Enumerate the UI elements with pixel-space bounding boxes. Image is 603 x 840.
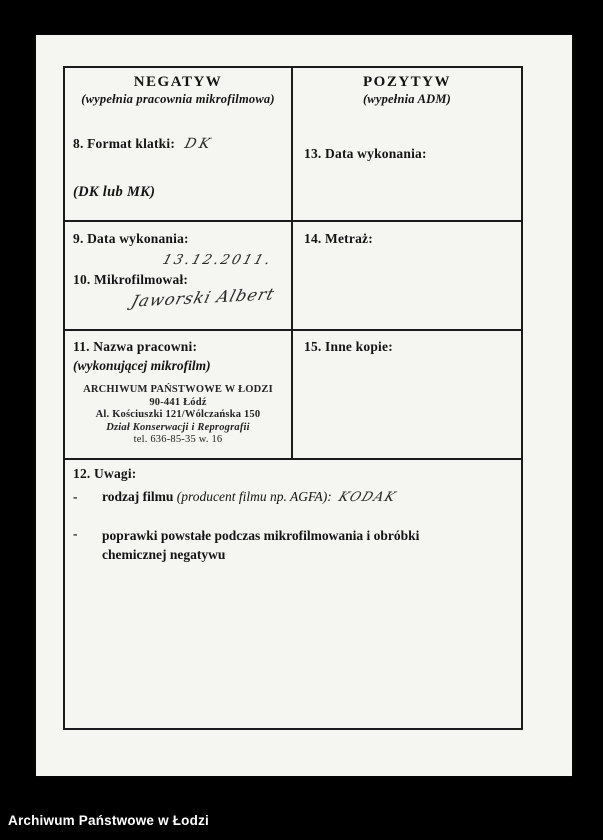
field-uwagi-label: 12. Uwagi:	[73, 466, 137, 481]
stamp-department: Dział Konserwacji i Reprografii	[106, 421, 250, 433]
negatyw-header	[65, 68, 291, 107]
negatyw-subtitle: (wypełnia pracownia mikrofilmowa)	[81, 92, 275, 106]
cell-inne-kopie	[293, 331, 521, 460]
field-format-klatki-hint: (DK lub MK)	[73, 184, 156, 200]
bullet-dash: -	[73, 526, 78, 541]
pozytyw-title: POZYTYW	[362, 74, 451, 90]
stamp-address: Al. Kościuszki 121/Wólczańska 150	[95, 409, 261, 420]
field-format-klatki-label: 8. Format klatki:	[73, 136, 176, 151]
field-metraz-label: 14. Metraż:	[304, 231, 373, 246]
cell-negatyw	[65, 68, 293, 222]
cell-nazwa-pracowni	[65, 331, 293, 460]
field-inne-kopie-label: 15. Inne kopie:	[304, 339, 393, 354]
rodzaj-filmu-label: rodzaj filmu	[102, 489, 174, 504]
negatyw-title: NEGATYW	[133, 74, 223, 90]
uwagi-item-rodzaj-filmu-text	[102, 489, 399, 505]
field-nazwa-pracowni-label: 11. Nazwa pracowni:	[73, 339, 198, 354]
scan-footer-caption: Archiwum Państwowe w Łodzi	[8, 813, 209, 828]
cell-uwagi	[65, 460, 521, 728]
uwagi-item-poprawki-text: poprawki powstałe podczas mikrofilmowania i obróbki chemicznej negatywu	[102, 528, 420, 562]
field-format-klatki	[65, 135, 291, 201]
stamp-archive-name: ARCHIWUM PAŃSTWOWE W ŁODZI	[83, 384, 273, 395]
cell-metraz	[293, 222, 521, 331]
pozytyw-header	[293, 68, 521, 107]
bullet-dash: -	[73, 489, 78, 504]
rodzaj-filmu-producer-hint: (producent filmu np. AGFA):	[176, 489, 332, 504]
rodzaj-filmu-handwritten-value: KODAK	[336, 490, 399, 505]
cell-data-mikrofilmowal	[65, 222, 293, 331]
stamp-phone: tel. 636-85-35 w. 16	[133, 434, 223, 445]
pozytyw-subtitle: (wypełnia ADM)	[362, 92, 452, 106]
field-data-wykonania-handwritten-value: 13.12.2011.	[160, 252, 275, 268]
field-data-wykonania-label: 9. Data wykonania:	[73, 231, 189, 246]
field-format-klatki-handwritten-value: DK	[183, 136, 215, 152]
stamp-postal-code: 90-441 Łódź	[149, 396, 207, 408]
field-nazwa-pracowni-sub: (wykonującej mikrofilm)	[73, 358, 211, 373]
document-page	[36, 35, 572, 776]
cell-pozytyw	[293, 68, 521, 222]
microfilm-form-table	[63, 66, 523, 730]
uwagi-item-rodzaj-filmu	[65, 489, 521, 505]
field-data-wykonania-pozytyw-label: 13. Data wykonania:	[304, 146, 427, 161]
field-mikrofilmowal-signature: Jaworski Albert	[129, 284, 278, 311]
uwagi-item-poprawki	[65, 526, 521, 564]
workshop-stamp	[65, 384, 291, 447]
field-mikrofilmowal-label: 10. Mikrofilmował:	[73, 272, 189, 287]
